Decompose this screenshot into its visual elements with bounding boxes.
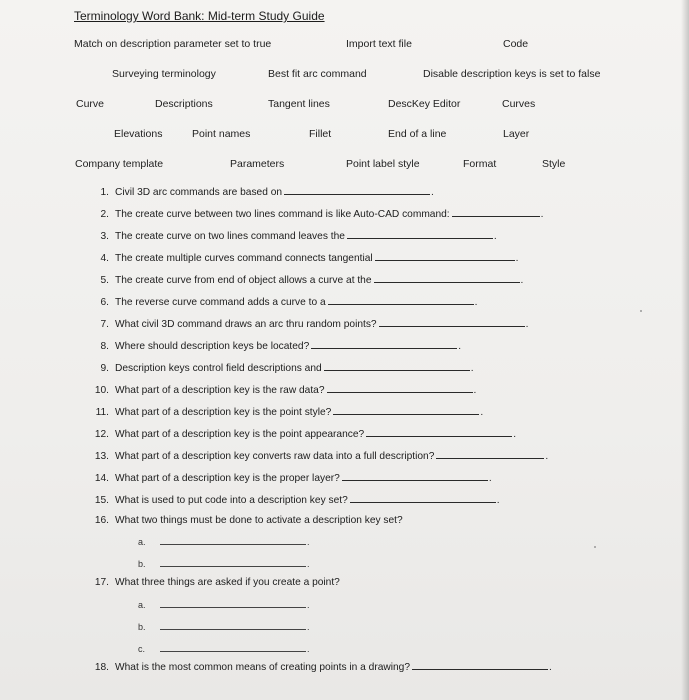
answer-blank[interactable] xyxy=(347,229,493,239)
question-number: 3. xyxy=(100,231,109,242)
question-number: 16. xyxy=(94,515,109,526)
subpart-item: c. . xyxy=(138,644,310,654)
word-bank-term: Curve xyxy=(76,98,105,110)
answer-blank[interactable] xyxy=(160,644,306,652)
question-item: 14. What part of a description key is the proper layer? . xyxy=(92,471,492,484)
question-item: 2. The create curve between two lines command is like Auto-CAD command: . xyxy=(92,207,543,220)
answer-blank[interactable] xyxy=(160,600,306,608)
word-bank-term: Point names xyxy=(192,128,251,140)
subpart-label: a. xyxy=(138,600,146,610)
subpart-label: a. xyxy=(138,537,146,547)
question-number: 11. xyxy=(95,407,109,418)
answer-blank[interactable] xyxy=(328,295,474,305)
question-text: What part of a description key is the proper layer? xyxy=(115,473,340,484)
answer-blank[interactable] xyxy=(366,427,512,437)
answer-blank[interactable] xyxy=(160,622,306,630)
subpart-label: b. xyxy=(138,559,146,569)
question-text: What is the most common means of creating points in a drawing? xyxy=(115,662,411,673)
word-bank-term: Match on description parameter set to true xyxy=(74,38,272,50)
question-item: 3. The create curve on two lines command leaves the . xyxy=(92,229,497,242)
question-text: What civil 3D command draws an arc thru random points? xyxy=(115,319,377,330)
answer-blank[interactable] xyxy=(160,559,306,567)
question-text: What part of a description key converts raw data into a full description? xyxy=(115,451,435,462)
word-bank-term: Best fit arc command xyxy=(268,68,367,80)
question-text: The create curve between two lines command is like Auto-CAD command: xyxy=(115,209,450,220)
subpart-label: c. xyxy=(138,644,146,654)
subpart-item: b. . xyxy=(138,559,310,569)
answer-blank[interactable] xyxy=(284,185,430,195)
word-bank-term: End of a line xyxy=(388,128,447,140)
word-bank-term: Surveying terminology xyxy=(112,68,216,80)
word-bank-term: Point label style xyxy=(346,158,420,170)
page-title: Terminology Word Bank: Mid-term Study Guide xyxy=(74,9,325,23)
paper-speck xyxy=(640,310,642,312)
word-bank-term: Code xyxy=(503,38,529,50)
question-number: 8. xyxy=(100,341,109,352)
question-number: 5. xyxy=(100,275,109,286)
answer-blank[interactable] xyxy=(436,449,544,459)
answer-blank[interactable] xyxy=(342,471,488,481)
question-text: What is used to put code into a description key set? xyxy=(115,495,348,506)
question-text: The create multiple curves command connects tangential xyxy=(115,253,373,264)
question-item: 4. The create multiple curves command connects tangential . xyxy=(92,251,519,264)
question-item: 1. Civil 3D arc commands are based on . xyxy=(92,185,434,198)
question-number: 15. xyxy=(94,495,109,506)
word-bank-term: Company template xyxy=(75,158,164,170)
question-item: 5. The create curve from end of object allows a curve at the . xyxy=(92,273,523,286)
answer-blank[interactable] xyxy=(327,383,473,393)
subpart-item: a. . xyxy=(138,600,310,610)
subpart-item: b. . xyxy=(138,622,310,632)
subpart-item: a. . xyxy=(138,537,310,547)
word-bank-term: Parameters xyxy=(230,158,285,170)
question-number: 18. xyxy=(94,662,109,673)
question-item: 8. Where should description keys be located? . xyxy=(92,339,461,352)
question-number: 1. xyxy=(100,187,109,198)
question-text: What part of a description key is the point appearance? xyxy=(115,429,365,440)
page-edge-shadow xyxy=(681,0,689,700)
word-bank-term: Import text file xyxy=(346,38,412,50)
question-number: 4. xyxy=(100,253,109,264)
answer-blank[interactable] xyxy=(333,405,479,415)
question-number: 9. xyxy=(100,363,109,374)
question-text: The reverse curve command adds a curve to a xyxy=(115,297,326,308)
question-text: What part of a description key is the point style? xyxy=(115,407,332,418)
question-text: What part of a description key is the raw data? xyxy=(115,385,325,396)
word-bank-term: Format xyxy=(463,158,497,170)
question-number: 6. xyxy=(100,297,109,308)
answer-blank[interactable] xyxy=(374,273,520,283)
word-bank-term: Style xyxy=(542,158,566,170)
answer-blank[interactable] xyxy=(311,339,457,349)
answer-blank[interactable] xyxy=(412,660,548,670)
question-item: 12. What part of a description key is the point appearance? . xyxy=(92,427,516,440)
question-number: 12. xyxy=(94,429,109,440)
question-item: 13. What part of a description key converts raw data into a full description? . xyxy=(92,449,548,462)
question-number: 13. xyxy=(94,451,109,462)
question-item: 11. What part of a description key is the point style? . xyxy=(92,405,483,418)
question-text: Description keys control field descriptions and xyxy=(115,363,322,374)
question-text: The create curve from end of object allows a curve at the xyxy=(115,275,372,286)
subpart-label: b. xyxy=(138,622,146,632)
question-number: 7. xyxy=(100,319,109,330)
question-number: 17. xyxy=(94,577,109,588)
answer-blank[interactable] xyxy=(379,317,525,327)
word-bank-term: Layer xyxy=(503,128,530,140)
word-bank-term: DescKey Editor xyxy=(388,98,461,110)
question-number: 10. xyxy=(94,385,109,396)
word-bank-term: Curves xyxy=(502,98,536,110)
question-item: 6. The reverse curve command adds a curve to a . xyxy=(92,295,477,308)
question-item: 7. What civil 3D command draws an arc thru random points? . xyxy=(92,317,528,330)
word-bank-term: Tangent lines xyxy=(268,98,330,110)
word-bank-term: Fillet xyxy=(309,128,332,140)
word-bank-term: Descriptions xyxy=(155,98,213,110)
question-text: What two things must be done to activate a description key set? xyxy=(115,515,403,526)
answer-blank[interactable] xyxy=(350,493,496,503)
answer-blank[interactable] xyxy=(452,207,540,217)
question-number: 14. xyxy=(94,473,109,484)
question-text: Where should description keys be located? xyxy=(115,341,310,352)
question-number: 2. xyxy=(100,209,109,220)
word-bank-term: Disable description keys is set to false xyxy=(423,68,601,80)
question-item: 18. What is the most common means of creating points in a drawing? . xyxy=(92,660,552,673)
question-item: 9. Description keys control field descriptions and . xyxy=(92,361,474,374)
word-bank-term: Elevations xyxy=(114,128,163,140)
answer-blank[interactable] xyxy=(375,251,515,261)
question-item xyxy=(92,577,340,588)
paper-speck xyxy=(594,546,596,548)
question-item xyxy=(92,515,403,526)
question-text: The create curve on two lines command leaves the xyxy=(115,231,345,242)
question-item: 15. What is used to put code into a description key set? . xyxy=(92,493,500,506)
answer-blank[interactable] xyxy=(160,537,306,545)
question-item: 10. What part of a description key is the raw data? . xyxy=(92,383,476,396)
question-text: Civil 3D arc commands are based on xyxy=(115,187,283,198)
answer-blank[interactable] xyxy=(324,361,470,371)
question-text: What three things are asked if you create a point? xyxy=(115,577,340,588)
